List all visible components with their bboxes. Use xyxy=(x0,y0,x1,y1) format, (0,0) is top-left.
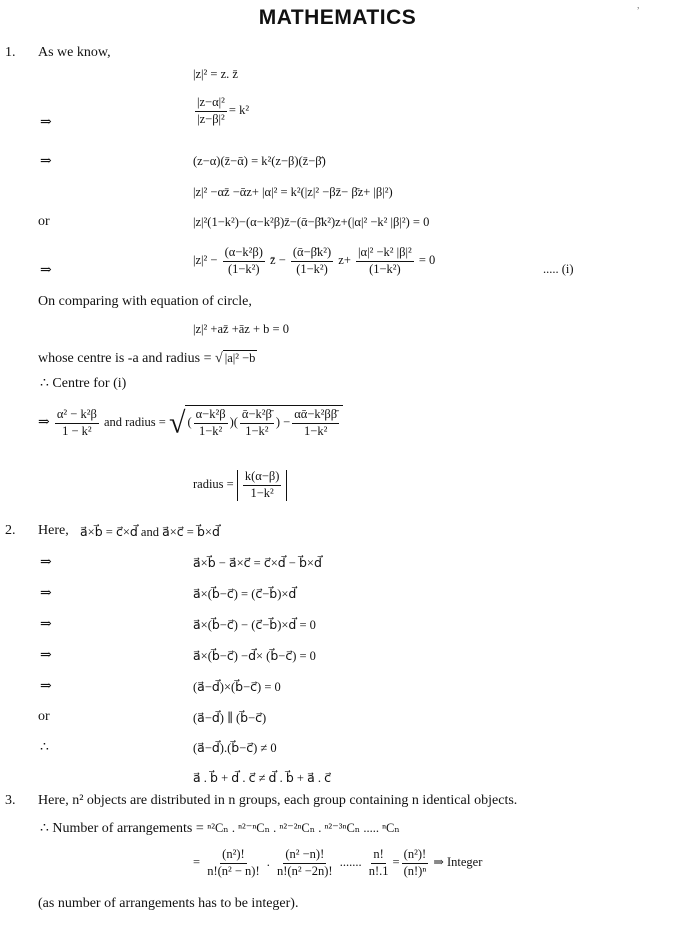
sqrt-symbol: √ xyxy=(168,406,186,440)
q1-eq-5: |z|²(1−k²)−(α−k²β)z̄−(ᾱ−β̄k²)z+(|α|² −k² |β|²) = 0 xyxy=(193,215,430,229)
fraction xyxy=(55,408,99,439)
ellipsis: ....... xyxy=(339,855,362,870)
fraction-denominator: 1−k² xyxy=(198,423,223,438)
q1-compare-text: On comparing with equation of circle, xyxy=(38,294,252,309)
question-number-3: 3. xyxy=(5,793,16,808)
fraction-denominator: 1−k² xyxy=(304,423,328,438)
fraction-numerator: αᾱ−k²ββ̄ xyxy=(292,408,339,424)
fraction-denominator: 1−k² xyxy=(245,423,269,438)
fraction-denominator: 1 − k² xyxy=(62,423,92,438)
q1-eq-3: (z−α)(z̄−ᾱ) = k²(z−β)(z̄−β̄) xyxy=(193,154,326,168)
q2-line-symbol: ⇒ xyxy=(40,648,52,663)
fraction-denominator: (1−k²) xyxy=(296,261,328,276)
q2-line-eq: a⃗×b⃗ − a⃗×c⃗ = c⃗×d⃗ − b⃗×d⃗ xyxy=(193,556,322,570)
fraction-numerator: k(α−β) xyxy=(243,470,282,486)
q1-eq-4: |z|² −αz̄ −ᾱz+ |α|² = k²(|z|² −βz̄− β̄z+ |β|²) xyxy=(193,185,393,199)
q2-line-symbol: ⇒ xyxy=(40,617,52,632)
fraction-numerator: α−k²β xyxy=(194,408,228,424)
fraction-numerator: (n² −n)! xyxy=(283,848,326,864)
fraction xyxy=(356,246,414,277)
q1-radius-result xyxy=(193,470,287,501)
equals-sign: = xyxy=(193,855,201,870)
question-number-1: 1. xyxy=(5,45,16,60)
q2-line-symbol: ⇒ xyxy=(40,586,52,601)
q3-intro: Here, n² objects are distributed in n groups, each group containing n identical objects. xyxy=(38,793,518,808)
or-label: or xyxy=(38,214,50,229)
fraction xyxy=(291,246,333,277)
therefore-symbol: ∴ xyxy=(40,821,49,836)
q3-arrangement-terms: ⁿ²Cₙ . ⁿ²⁻ⁿCₙ . ⁿ²⁻²ⁿCₙ . ⁿ²⁻³ⁿCₙ ..... ⁿCₙ xyxy=(207,821,400,835)
q2-line-symbol: or xyxy=(38,709,50,724)
q3-arrangements xyxy=(40,820,400,837)
equals-sign: = xyxy=(392,855,400,870)
q1-eq-1: |z|² = z. z̄ xyxy=(193,67,238,81)
implies-symbol: ⇒ xyxy=(40,115,52,130)
page-title: MATHEMATICS xyxy=(258,6,417,29)
q2-line-eq: a⃗×(b⃗−c⃗) = (c⃗−b⃗)×d⃗ xyxy=(193,587,297,601)
fraction-numerator: ᾱ−k²β̄ xyxy=(240,408,274,424)
q1-eq-6-rhs: = 0 xyxy=(418,253,436,268)
fraction-denominator: 1−k² xyxy=(250,485,274,500)
fraction xyxy=(367,848,391,879)
fraction xyxy=(243,470,282,501)
fraction-numerator: |α|² −k² |β|² xyxy=(356,246,414,262)
equation-tag: ..... (i) xyxy=(543,262,574,276)
fraction-numerator: n! xyxy=(371,848,385,864)
q2-line-symbol: ⇒ xyxy=(40,679,52,694)
q2-line-eq: a⃗ . b⃗ + d⃗ . c⃗ ≠ d⃗ . b⃗ + a⃗ . c⃗ xyxy=(193,771,332,785)
q1-eq-6-lead: |z|² − xyxy=(193,253,218,268)
q2-line-eq: a⃗×(b⃗−c⃗) − (c⃗−b⃗)×d⃗ = 0 xyxy=(193,618,316,632)
q2-line-eq: (a⃗−d⃗) ∥ (b⃗−c⃗) xyxy=(193,711,267,725)
q3-result: ⇒ Integer xyxy=(433,855,483,870)
fraction xyxy=(195,96,227,127)
fraction-numerator: |z−α|² xyxy=(195,96,227,112)
q2-given: a⃗×b⃗ = c⃗×d⃗ and a⃗×c⃗ = b⃗×d⃗ xyxy=(80,525,220,539)
q2-line-symbol: ∴ xyxy=(40,740,49,755)
radius-label: radius = xyxy=(193,477,234,492)
implies-symbol: ⇒ xyxy=(40,154,52,169)
fraction-numerator: (ᾱ−β̄k²) xyxy=(291,246,333,262)
sqrt-symbol: √ xyxy=(215,351,223,366)
fraction-denominator: (1−k²) xyxy=(369,261,401,276)
q1-eq-2-rhs: = k² xyxy=(228,103,250,118)
implies-symbol: ⇒ xyxy=(38,415,50,431)
fraction-denominator: n!(n² − n)! xyxy=(207,863,260,878)
q3-equation xyxy=(193,848,482,879)
q1-centre-for xyxy=(40,375,126,392)
fraction xyxy=(205,848,261,879)
q3-arrangements-label: Number of arrangements = xyxy=(52,821,208,836)
sqrt-content: ( $\frac{\text{α−k²β}}{\text{1−k²}}$ )( $\frac{\text{ᾱ−k²β̄}}{\text{1−k²}}$ ) − $\frac{\text{αᾱ−k²ββ̄}}{\text{1−k²}}$ xyxy=(185,405,343,439)
absolute-value xyxy=(237,470,288,501)
and-radius-label: and radius = xyxy=(103,415,166,430)
fraction xyxy=(240,408,274,439)
fraction xyxy=(275,848,335,879)
q1-eq-2 xyxy=(193,96,249,127)
implies-symbol: ⇒ xyxy=(40,263,52,278)
fraction-denominator: |z−β|² xyxy=(197,111,225,126)
fraction xyxy=(223,246,265,277)
fraction-denominator: (1−k²) xyxy=(227,261,260,276)
fraction-numerator: (n²)! xyxy=(402,848,429,864)
fraction-denominator: (n!)ⁿ xyxy=(403,863,427,878)
q2-line-symbol: ⇒ xyxy=(40,555,52,570)
fraction xyxy=(292,408,339,439)
fraction xyxy=(402,848,429,879)
q1-eq-6 xyxy=(193,246,435,277)
fraction xyxy=(194,408,228,439)
fraction-numerator: (α−k²β) xyxy=(223,246,265,262)
fraction-denominator: n!(n² −2n)! xyxy=(277,863,333,878)
fraction-denominator: n!.1 xyxy=(368,863,389,878)
q2-intro: Here, xyxy=(38,523,69,538)
q3-note: (as number of arrangements has to be integer). xyxy=(38,896,299,911)
q2-line-eq: a⃗×(b⃗−c⃗) −d⃗× (b⃗−c⃗) = 0 xyxy=(193,649,316,663)
q1-centre-text xyxy=(38,350,257,367)
q1-eq-6-mid: z+ xyxy=(338,253,351,268)
q1-centre-label: whose centre is -a and radius = xyxy=(38,351,212,366)
q1-centre-radius xyxy=(38,405,343,440)
q2-line-eq: (a⃗−d⃗)×(b⃗−c⃗) = 0 xyxy=(193,680,281,694)
q1-eq-6-mid: z̄ − xyxy=(270,253,286,268)
q1-intro: As we know, xyxy=(38,45,111,60)
sqrt-content: |a|² −b xyxy=(224,351,256,365)
q1-circle-eq: |z|² +az̄ +āz + b = 0 xyxy=(193,322,289,336)
dot: . xyxy=(266,855,270,870)
corner-mark: , xyxy=(637,0,640,11)
therefore-symbol: ∴ xyxy=(40,376,49,391)
fraction-numerator: (n²)! xyxy=(220,848,247,864)
q1-centre-for-label: Centre for (i) xyxy=(52,376,127,391)
question-number-2: 2. xyxy=(5,523,16,538)
q2-line-eq: (a⃗−d⃗).(b⃗−c⃗) ≠ 0 xyxy=(193,741,277,755)
fraction-numerator: α² − k²β xyxy=(55,408,99,424)
